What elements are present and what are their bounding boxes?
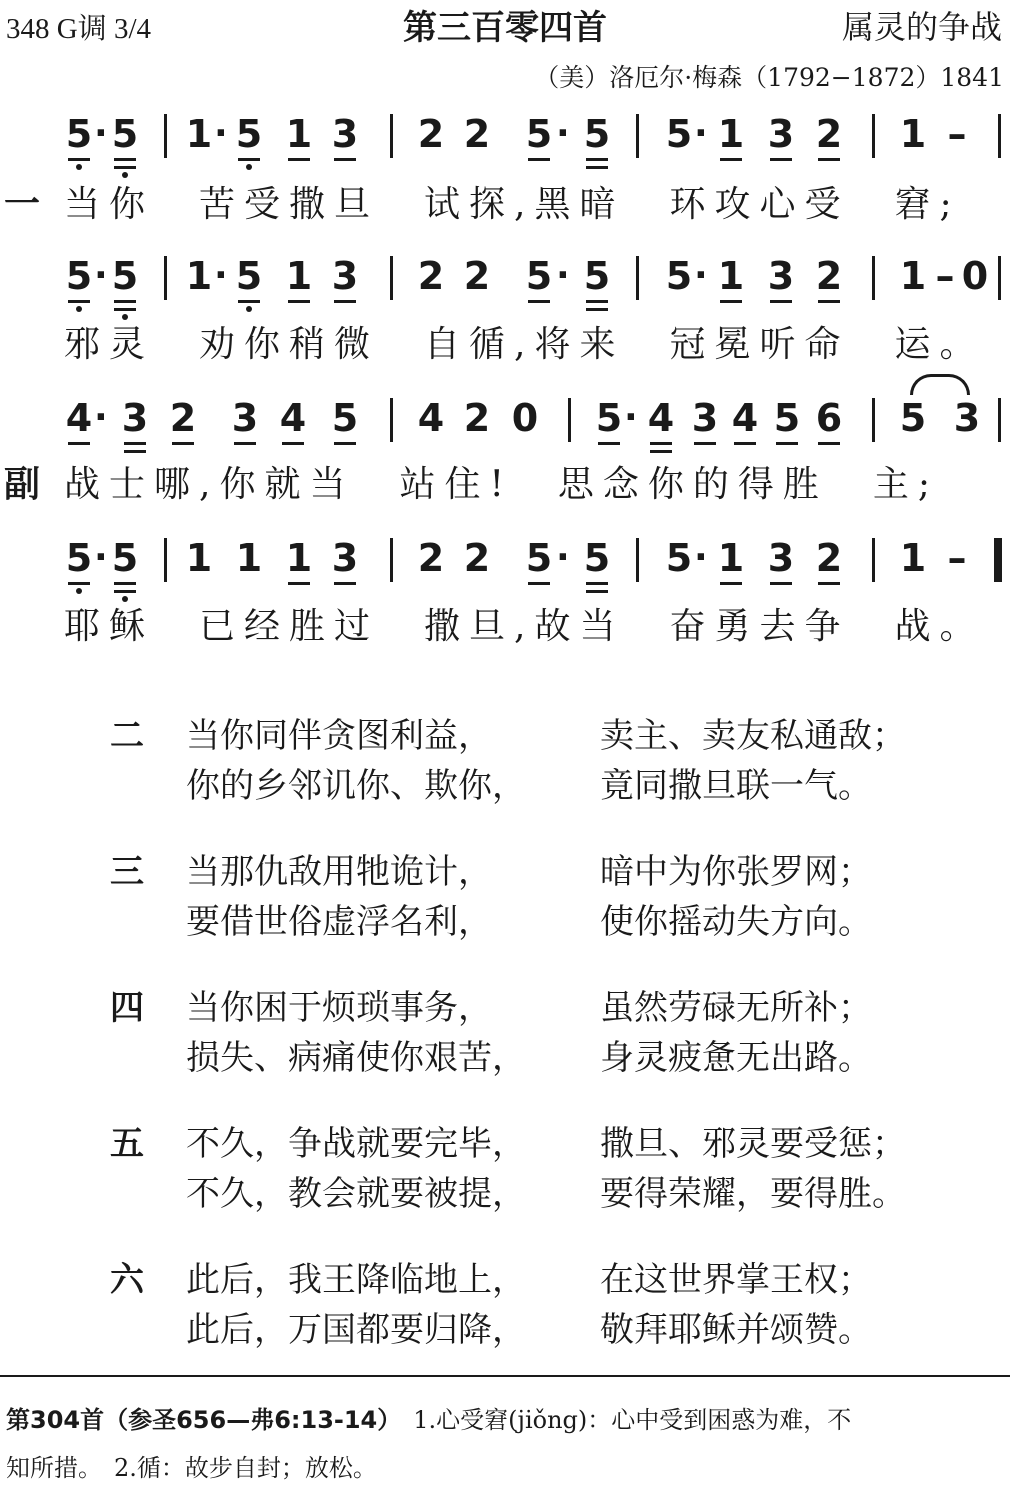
note: – bbox=[947, 112, 967, 156]
note: 1 bbox=[285, 536, 313, 580]
verse-line-left: 此后，万国都要归降， bbox=[186, 1310, 526, 1350]
bar-line bbox=[998, 114, 1001, 158]
note: 5 bbox=[234, 254, 264, 298]
verse-line-right: 身灵疲惫无出路。 bbox=[600, 1038, 872, 1078]
footnote-line-1 bbox=[6, 1400, 851, 1435]
bar-line bbox=[636, 114, 639, 158]
note: 4 bbox=[417, 396, 445, 440]
note: 5 bbox=[525, 254, 553, 298]
verse-line-right: 在这世界掌王权； bbox=[600, 1260, 872, 1300]
rhythm-dot: · bbox=[94, 113, 108, 154]
lyrics-line-2: 邪灵 劝你稍微 自循,将来 冠冕听命 运。 bbox=[64, 324, 985, 365]
note: 3 bbox=[331, 254, 359, 298]
note: 1 bbox=[185, 254, 213, 298]
notation-row-4 bbox=[64, 536, 1008, 602]
note: 1 bbox=[717, 112, 745, 156]
note: 3 bbox=[691, 396, 719, 440]
notation-row-3 bbox=[64, 396, 1008, 462]
note: 3 bbox=[121, 396, 149, 440]
bar-line bbox=[994, 538, 1002, 582]
rhythm-dot: · bbox=[694, 255, 708, 296]
footnote-divider bbox=[0, 1375, 1010, 1377]
verse-number: 六 bbox=[110, 1260, 144, 1300]
note: 4 bbox=[731, 396, 759, 440]
note: 5 bbox=[665, 254, 693, 298]
lyrics-line-1: 当你 苦受撒旦 试探,黑暗 环攻心受 窘; bbox=[64, 184, 961, 225]
verse-line-left: 不久，争战就要完毕， bbox=[186, 1124, 526, 1164]
note: 5 bbox=[525, 112, 553, 156]
footnote-line-2: 知所措。 2.循：故步自封；放松。 bbox=[6, 1454, 377, 1482]
bar-line bbox=[636, 256, 639, 300]
note: 2 bbox=[815, 112, 843, 156]
note: 5 bbox=[64, 536, 94, 580]
verse-number: 五 bbox=[110, 1124, 144, 1164]
note: – bbox=[935, 254, 955, 298]
note: 5 bbox=[64, 254, 94, 298]
tie-arc bbox=[910, 374, 970, 395]
note: 4 bbox=[65, 396, 93, 440]
note: 1 bbox=[717, 254, 745, 298]
bar-line bbox=[872, 398, 875, 442]
note: 5 bbox=[899, 396, 927, 440]
note: 5 bbox=[331, 396, 359, 440]
note: 1 bbox=[185, 112, 213, 156]
note: 4 bbox=[279, 396, 307, 440]
note: 1 bbox=[235, 536, 263, 580]
rhythm-dot: · bbox=[694, 113, 708, 154]
note: 2 bbox=[463, 112, 491, 156]
bar-line bbox=[998, 256, 1001, 300]
footnote-reference: 第304首（参圣656—弗6:13-14） bbox=[6, 1406, 390, 1434]
verse-line-right: 使你摇动失方向。 bbox=[600, 902, 872, 942]
rhythm-dot: · bbox=[214, 113, 228, 154]
notation-row-2 bbox=[64, 254, 1008, 320]
footnote-note-1: 1.心受窘(jiǒng)：心中受到困惑为难，不 bbox=[413, 1406, 852, 1434]
note: 5 bbox=[583, 112, 611, 156]
note: 5 bbox=[773, 396, 801, 440]
verse-line-right: 虽然劳碌无所补； bbox=[600, 988, 872, 1028]
verse-line-right: 要得荣耀，要得胜。 bbox=[600, 1174, 906, 1214]
note: 5 bbox=[234, 112, 264, 156]
bar-line bbox=[872, 256, 875, 300]
note: 4 bbox=[647, 396, 675, 440]
note: 3 bbox=[953, 396, 981, 440]
verse-label-1: 一 bbox=[4, 184, 41, 225]
rhythm-dot: · bbox=[694, 537, 708, 578]
note: 5 bbox=[665, 536, 693, 580]
note: 5 bbox=[64, 112, 94, 156]
bar-line bbox=[390, 256, 393, 300]
bar-line bbox=[872, 114, 875, 158]
bar-line bbox=[998, 398, 1001, 442]
verse-line-left: 此后，我王降临地上， bbox=[186, 1260, 526, 1300]
rhythm-dot: · bbox=[624, 397, 638, 438]
verse-line-left: 当你同伴贪图利益， bbox=[186, 716, 492, 756]
note: 3 bbox=[767, 254, 795, 298]
bar-line bbox=[390, 398, 393, 442]
verse-number: 三 bbox=[110, 852, 144, 892]
bar-line bbox=[568, 398, 571, 442]
note: – bbox=[947, 536, 967, 580]
note: 2 bbox=[417, 254, 445, 298]
lyrics-line-3: 战士哪,你就当 站住! 思念你的得胜 主; bbox=[64, 464, 940, 505]
hymn-number-key-time: 348 G调 3/4 bbox=[6, 13, 152, 45]
note: 3 bbox=[331, 536, 359, 580]
lyrics-line-4: 耶稣 已经胜过 撒旦,故当 奋勇去争 战。 bbox=[64, 606, 985, 647]
note: 1 bbox=[185, 536, 213, 580]
note: 2 bbox=[463, 396, 491, 440]
note: 1 bbox=[899, 536, 927, 580]
verse-line-right: 暗中为你张罗网； bbox=[600, 852, 872, 892]
composer-credit: （美）洛厄尔·梅森（1792−1872）1841 bbox=[534, 63, 1004, 92]
rhythm-dot: · bbox=[94, 397, 108, 438]
notation-row-1 bbox=[64, 112, 1008, 178]
hymn-title: 第三百零四首 bbox=[403, 8, 607, 48]
bar-line bbox=[164, 538, 167, 582]
note: 5 bbox=[525, 536, 553, 580]
note: 1 bbox=[717, 536, 745, 580]
bar-line bbox=[164, 256, 167, 300]
note: 3 bbox=[767, 536, 795, 580]
note: 5 bbox=[110, 254, 140, 298]
note: 2 bbox=[815, 536, 843, 580]
note: 5 bbox=[110, 112, 140, 156]
note: 2 bbox=[417, 112, 445, 156]
note: 5 bbox=[595, 396, 623, 440]
note: 1 bbox=[899, 254, 927, 298]
verse-line-right: 竟同撒旦联一气。 bbox=[600, 766, 872, 806]
note: 2 bbox=[417, 536, 445, 580]
note: 5 bbox=[665, 112, 693, 156]
note: 2 bbox=[463, 254, 491, 298]
rhythm-dot: · bbox=[556, 255, 570, 296]
rhythm-dot: · bbox=[556, 113, 570, 154]
bar-line bbox=[390, 538, 393, 582]
note: 5 bbox=[110, 536, 140, 580]
hymn-category: 属灵的争战 bbox=[841, 8, 1002, 46]
rhythm-dot: · bbox=[94, 255, 108, 296]
verse-number: 二 bbox=[110, 716, 144, 756]
bar-line bbox=[872, 538, 875, 582]
rhythm-dot: · bbox=[556, 537, 570, 578]
verse-line-left: 损失、病痛使你艰苦， bbox=[186, 1038, 526, 1078]
note: 1 bbox=[899, 112, 927, 156]
note: 1 bbox=[285, 112, 313, 156]
refrain-label: 副 bbox=[4, 464, 41, 505]
note: 5 bbox=[583, 536, 611, 580]
verse-line-left: 当你困于烦琐事务， bbox=[186, 988, 492, 1028]
note: 5 bbox=[583, 254, 611, 298]
note: 2 bbox=[815, 254, 843, 298]
verse-line-left: 要借世俗虚浮名利， bbox=[186, 902, 492, 942]
verse-line-right: 卖主、卖友私通敌； bbox=[600, 716, 906, 756]
note: 2 bbox=[463, 536, 491, 580]
note: 6 bbox=[815, 396, 843, 440]
note: 2 bbox=[169, 396, 197, 440]
note: 3 bbox=[231, 396, 259, 440]
bar-line bbox=[164, 114, 167, 158]
note: 3 bbox=[767, 112, 795, 156]
rhythm-dot: · bbox=[94, 537, 108, 578]
note: 1 bbox=[285, 254, 313, 298]
verse-line-left: 不久，教会就要被提， bbox=[186, 1174, 526, 1214]
verse-line-right: 撒旦、邪灵要受惩； bbox=[600, 1124, 906, 1164]
note: 0 bbox=[961, 254, 989, 298]
verse-line-left: 你的乡邻讥你、欺你， bbox=[186, 766, 526, 806]
note: 0 bbox=[511, 396, 539, 440]
bar-line bbox=[390, 114, 393, 158]
note: 3 bbox=[331, 112, 359, 156]
bar-line bbox=[636, 538, 639, 582]
verse-line-right: 敬拜耶稣并颂赞。 bbox=[600, 1310, 872, 1350]
rhythm-dot: · bbox=[214, 255, 228, 296]
verse-number: 四 bbox=[110, 988, 144, 1028]
verse-line-left: 当那仇敌用牠诡计， bbox=[186, 852, 492, 892]
